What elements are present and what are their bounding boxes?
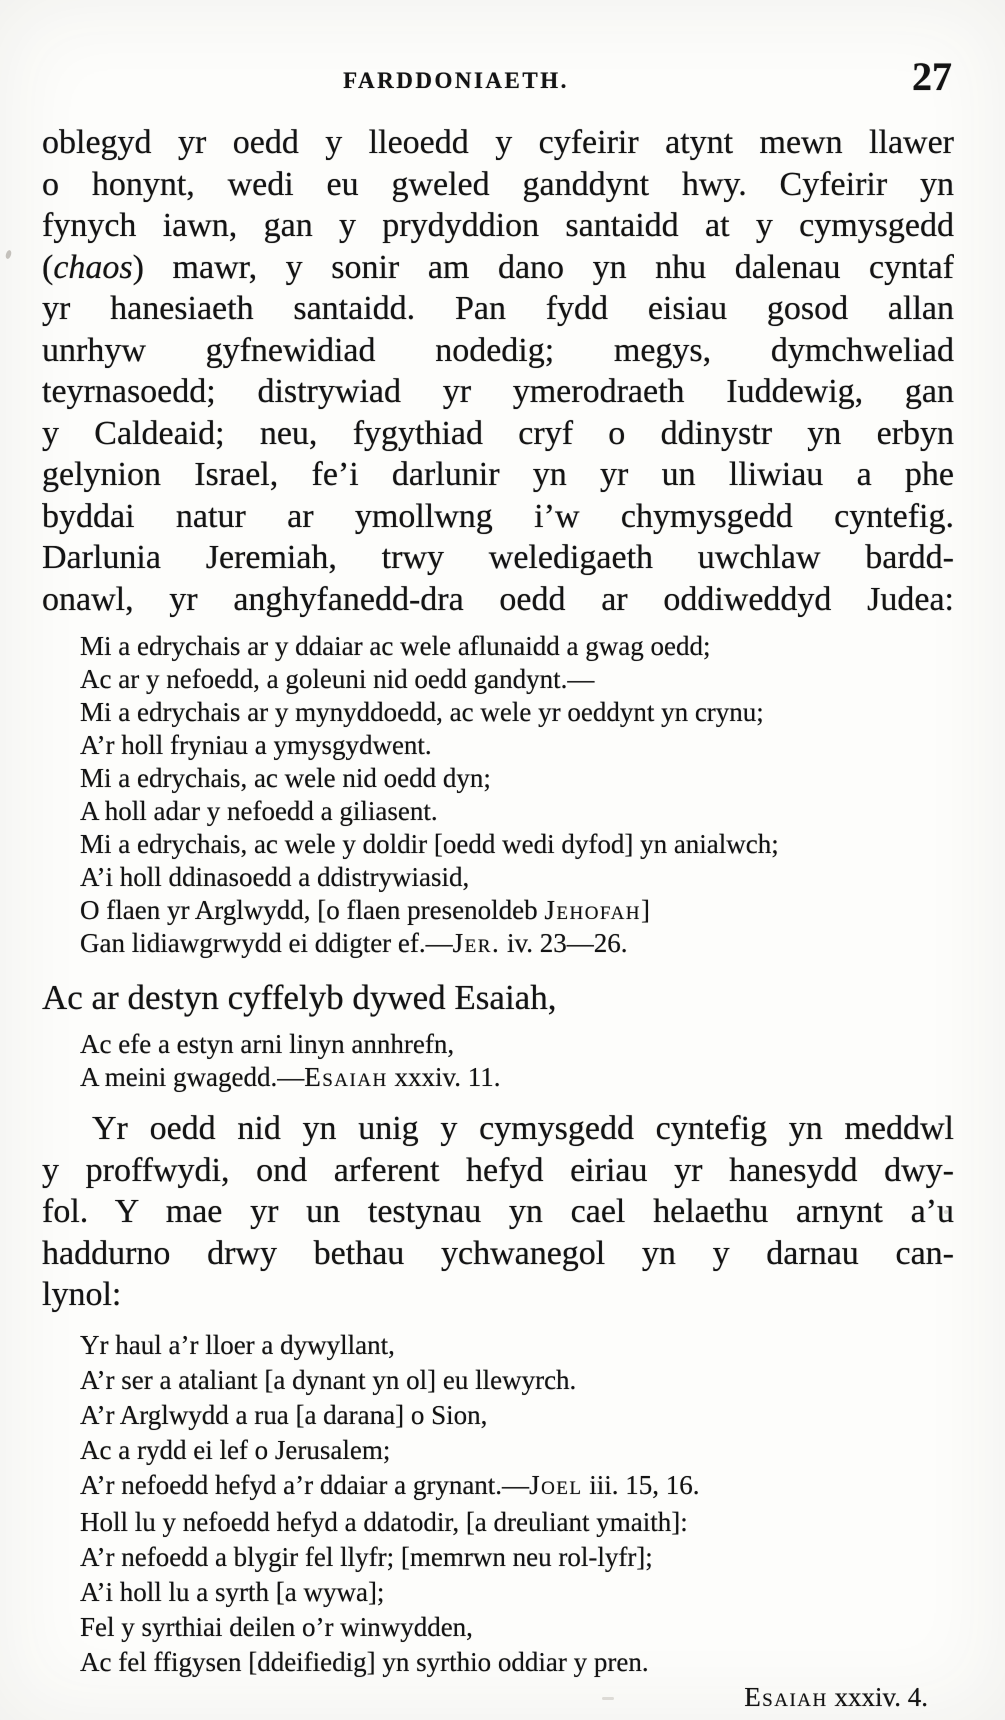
text-line: y Caldeaid; neu, fygythiad cryf o ddinystr yn erbyn bbox=[42, 414, 954, 452]
paragraph-body bbox=[42, 1108, 954, 1316]
text-line: O flaen yr Arglwydd, [o flaen presenoldeb Jehofah] bbox=[80, 895, 651, 925]
text-line: A’r Arglwydd a rua [a darana] o Sion, bbox=[80, 1399, 488, 1430]
text-line: Gan lidiawgrwydd ei ddigter ef.—Jer. iv. 23—26. bbox=[80, 928, 628, 958]
quote-block-joel bbox=[42, 1328, 954, 1503]
text-line: lynol: bbox=[42, 1276, 122, 1313]
text-line: Yr oedd nid yn unig y cymysgedd cyntefig yn meddwl bbox=[92, 1110, 954, 1147]
quote-block-esaiah-2 bbox=[42, 1505, 954, 1680]
text-line: Fel y syrthiai deilen o’r winwydden, bbox=[80, 1611, 473, 1642]
text-line: Yr haul a’r lloer a dywyllant, bbox=[80, 1329, 395, 1360]
text-line: A’r nefoedd hefyd a’r ddaiar a grynant.—Joel iii. 15, 16. bbox=[80, 1469, 700, 1500]
text-line: A meini gwagedd.—Esaiah xxxiv. 11. bbox=[80, 1062, 501, 1092]
text-line: A’i holl lu a syrth [a wywa]; bbox=[80, 1576, 385, 1607]
quote-block-jeremiah bbox=[42, 630, 954, 960]
text-line: byddai natur ar ymollwng i’w chymysgedd cyntefig. bbox=[42, 497, 954, 535]
text-line: fol. Y mae yr un testynau yn cael helaethu arnynt a’u bbox=[42, 1193, 954, 1230]
page-number: 27 bbox=[912, 54, 952, 99]
text-line: unrhyw gyfnewidiad nodedig; megys, dymchweliad bbox=[42, 331, 954, 369]
text-line: Mi a edrychais, ac wele y doldir [oedd wedi dyfod] yn anialwch; bbox=[80, 829, 779, 859]
text-line: Holl lu y nefoedd hefyd a ddatodir, [a dreuliant ymaith]: bbox=[80, 1506, 688, 1537]
text-line: Ac fel ffigysen [ddeifiedig] yn syrthio oddiar y pren. bbox=[80, 1646, 649, 1677]
paragraph-continuation bbox=[42, 122, 954, 620]
text-line: fynych iawn, gan y prydyddion santaidd at y cymysgedd bbox=[42, 207, 954, 244]
page-content bbox=[42, 0, 954, 1715]
text-line: A’r ser a ataliant [a dynant yn ol] eu llewyrch. bbox=[80, 1364, 577, 1395]
text-line: onawl, yr anghyfanedd-dra oedd ar oddiweddyd Judea: bbox=[42, 580, 954, 618]
text-line: Ac ar y nefoedd, a goleuni nid oedd gandynt.— bbox=[80, 664, 595, 694]
text-line: (chaos) mawr, y sonir am dano yn nhu dalenau cyntaf bbox=[42, 248, 954, 286]
text-line: Darlunia Jeremiah, trwy weledigaeth uwchlaw bardd- bbox=[42, 539, 954, 576]
text-line: teyrnasoedd; distrywiad yr ymerodraeth Iuddewig, gan bbox=[42, 373, 954, 410]
text-line: y proffwydi, ond arferent hefyd eiriau yr hanesydd dwy- bbox=[42, 1151, 954, 1189]
text-line: Mi a edrychais, ac wele nid oedd dyn; bbox=[80, 763, 491, 793]
running-title: FARDDONIAETH. bbox=[343, 68, 569, 93]
section-opening-line: Ac ar destyn cyffelyb dywed Esaiah, bbox=[42, 978, 557, 1017]
page-header bbox=[42, 54, 954, 104]
scan-speck bbox=[5, 249, 13, 259]
text-line: A holl adar y nefoedd a giliasent. bbox=[80, 796, 438, 826]
text-line: Ac a rydd ei lef o Jerusalem; bbox=[80, 1434, 391, 1465]
text-line: gelynion Israel, fe’i darlunir yn yr un lliwiau a phe bbox=[42, 456, 954, 493]
text-line: A’r holl fryniau a ymysgydwent. bbox=[80, 730, 432, 760]
text-line: A’i holl ddinasoedd a ddistrywiasid, bbox=[80, 862, 470, 892]
text-line: A’r nefoedd a blygir fel llyfr; [memrwn neu rol-lyfr]; bbox=[80, 1541, 653, 1572]
text-line: Mi a edrychais ar y mynyddoedd, ac wele yr oeddynt yn crynu; bbox=[80, 697, 764, 727]
text-line: o honynt, wedi eu gweled ganddynt hwy. Cyfeirir yn bbox=[42, 165, 954, 203]
text-line: haddurno drwy bethau ychwanegol yn y darnau can- bbox=[42, 1234, 954, 1272]
text-line: oblegyd yr oedd y lleoedd y cyfeirir atynt mewn llawer bbox=[42, 124, 954, 161]
text-line: Mi a edrychais ar y ddaiar ac wele aflunaidd a gwag oedd; bbox=[80, 631, 711, 661]
text-line: yr hanesiaeth santaidd. Pan fydd eisiau gosod allan bbox=[42, 290, 954, 327]
quote-block-esaiah bbox=[42, 1028, 954, 1094]
quote-attribution: Esaiah xxxiv. 4. bbox=[744, 1681, 928, 1712]
text-line: Ac efe a estyn arni linyn annhrefn, bbox=[80, 1029, 455, 1059]
